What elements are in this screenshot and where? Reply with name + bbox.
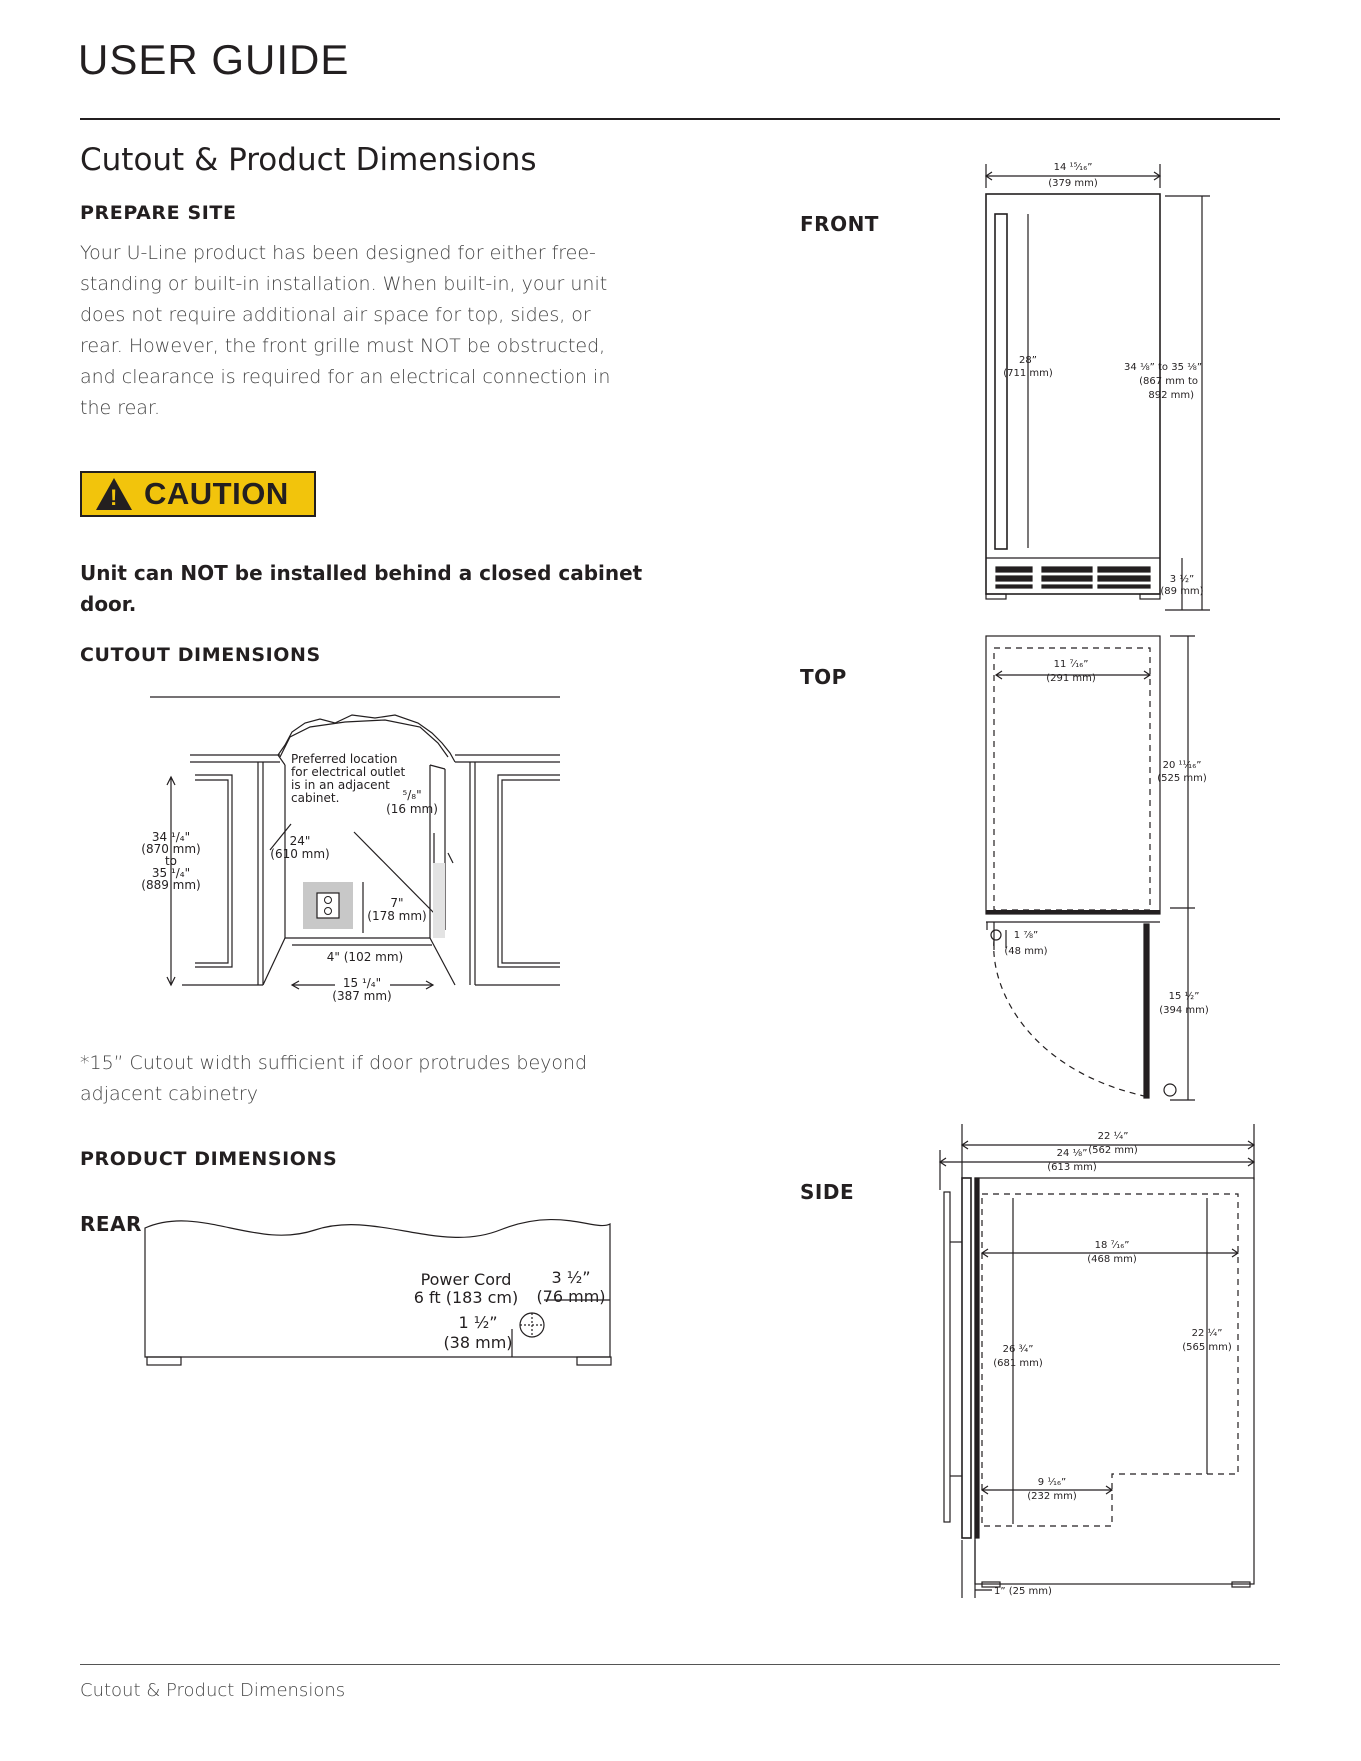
prepare-site-paragraph — [80, 238, 640, 424]
paragraph-line: standing or built-in installation. When built-in, your unit — [80, 273, 608, 295]
door-thickness-label: (48 mm) — [1004, 946, 1048, 957]
outlet-note-line: Preferred location — [291, 752, 398, 766]
front-height-label: 892 mm) — [1148, 390, 1194, 401]
outlet-height-label: (178 mm) — [367, 909, 427, 923]
front-height-label: (867 mm to — [1139, 376, 1198, 387]
lower-height-label: (681 mm) — [993, 1358, 1043, 1369]
height-label: (889 mm) — [141, 878, 201, 892]
cabinet-depth-label: (562 mm) — [1088, 1145, 1138, 1156]
paragraph-line: Your U-Line product has been designed for either free- — [80, 242, 596, 264]
grille-label: (89 mm) — [1160, 586, 1204, 597]
width-label: 15 ¹/₄" — [342, 976, 382, 990]
cord-height-label: 1 ½” — [458, 1313, 498, 1332]
side-cabinet — [975, 1178, 1254, 1584]
outlet-height-label: 7" — [390, 896, 404, 910]
front-door — [986, 194, 1160, 594]
height-label: to — [164, 854, 178, 868]
door-depth-label: 1” (25 mm) — [994, 1586, 1052, 1597]
side-handle — [944, 1192, 950, 1522]
section-title: Cutout & Product Dimensions — [80, 142, 537, 178]
paragraph-line: and clearance is required for an electrical connection in — [80, 366, 611, 388]
interior-width-label: 11 ⁷⁄₁₆” — [1053, 659, 1089, 670]
front-width-label: 14 ¹⁵⁄₁₆” — [1053, 162, 1093, 173]
footer-rule — [80, 1664, 1280, 1665]
interior-width-label: (291 mm) — [1046, 673, 1096, 684]
interior-height-label: (565 mm) — [1182, 1342, 1232, 1353]
power-cord-label: 6 ft (183 cm) — [413, 1288, 519, 1307]
caution-line: door. — [80, 592, 137, 616]
footnote-line: *15” Cutout width sufficient if door protrudes beyond — [80, 1052, 588, 1074]
offset-label: (16 mm) — [386, 802, 438, 816]
top-diagram — [970, 630, 1210, 1105]
front-diagram — [970, 158, 1210, 613]
side-view-label: SIDE — [800, 1180, 855, 1204]
front-view-label: FRONT — [800, 212, 879, 236]
depth-label: 24" — [289, 834, 311, 848]
height-label: 35 ¹/₄" — [151, 866, 191, 880]
swing-label: 15 ½” — [1168, 991, 1200, 1002]
outlet-note-line: cabinet. — [291, 791, 340, 805]
caution-badge — [80, 471, 316, 517]
cutout-footnote — [80, 1048, 700, 1110]
cutout-dimensions-heading: CUTOUT DIMENSIONS — [80, 644, 321, 666]
warning-icon: ! — [96, 478, 132, 510]
cord-offset-label: (76 mm) — [536, 1287, 606, 1306]
lower-depth-label: (232 mm) — [1027, 1491, 1077, 1502]
grille-label: 3 ½” — [1169, 574, 1195, 585]
paragraph-line: rear. However, the front grille must NOT be obstructed, — [80, 335, 606, 357]
cord-height-label: (38 mm) — [443, 1333, 513, 1352]
top-depth-label: (525 mm) — [1157, 773, 1207, 784]
overall-depth-label: 24 ⅛” — [1056, 1148, 1088, 1159]
cutout-labels — [141, 752, 438, 1003]
rear-view-label: REAR — [80, 1212, 142, 1236]
swing-label: (394 mm) — [1159, 1005, 1209, 1016]
footnote-line: adjacent cabinetry — [80, 1083, 258, 1105]
handle-label: 28” — [1019, 355, 1037, 366]
interior-height-label: 22 ¼” — [1191, 1328, 1223, 1339]
interior-depth-label: 18 ⁷⁄₁₆” — [1094, 1240, 1130, 1251]
footer-text: Cutout & Product Dimensions — [80, 1680, 346, 1701]
front-handle — [995, 214, 1007, 549]
top-depth-label: 20 ¹¹⁄₁₆” — [1162, 760, 1202, 771]
overall-depth-label: (613 mm) — [1047, 1162, 1097, 1173]
product-dimensions-heading: PRODUCT DIMENSIONS — [80, 1148, 338, 1170]
lower-height-label: 26 ¾” — [1002, 1344, 1034, 1355]
front-height-label: 34 ⅛” to 35 ⅛” — [1124, 362, 1202, 373]
top-view-label: TOP — [800, 665, 847, 689]
prepare-site-heading: PREPARE SITE — [80, 202, 237, 224]
cutout-diagram — [120, 685, 570, 1010]
height-label: (870 mm) — [141, 842, 201, 856]
width-label: (387 mm) — [332, 989, 392, 1003]
caution-message — [80, 558, 680, 620]
cabinet-depth-label: 22 ¼” — [1097, 1131, 1129, 1142]
caution-line: Unit can NOT be installed behind a closed cabinet — [80, 561, 643, 585]
caution-label: CAUTION — [144, 476, 289, 511]
door-open — [1144, 924, 1149, 1098]
offset-label: ⁵/₈" — [402, 788, 422, 802]
power-cord-label: Power Cord — [420, 1270, 512, 1289]
outlet-note-line: for electrical outlet — [291, 765, 406, 779]
document-title: USER GUIDE — [78, 36, 350, 83]
side-door — [962, 1178, 971, 1538]
depth-label: (610 mm) — [270, 847, 330, 861]
outlet-note-line: is in an adjacent — [291, 778, 390, 792]
paragraph-line: the rear. — [80, 397, 161, 419]
paragraph-line: does not require additional air space for top, sides, or — [80, 304, 591, 326]
side-diagram — [930, 1120, 1270, 1600]
outlet-width-label: 4" (102 mm) — [326, 950, 404, 964]
interior-depth-label: (468 mm) — [1087, 1254, 1137, 1265]
door-thickness-label: 1 ⅞” — [1013, 930, 1039, 941]
side-shading — [433, 863, 445, 938]
header-rule — [80, 118, 1280, 120]
door-swing — [994, 940, 1144, 1096]
handle-label: (711 mm) — [1003, 368, 1053, 379]
lower-depth-label: 9 ¹⁄₁₆” — [1037, 1477, 1067, 1488]
height-label: 34 ¹/₄" — [151, 830, 191, 844]
cord-offset-label: 3 ½” — [551, 1268, 591, 1287]
rear-diagram — [140, 1210, 620, 1370]
front-width-label: (379 mm) — [1048, 178, 1098, 189]
